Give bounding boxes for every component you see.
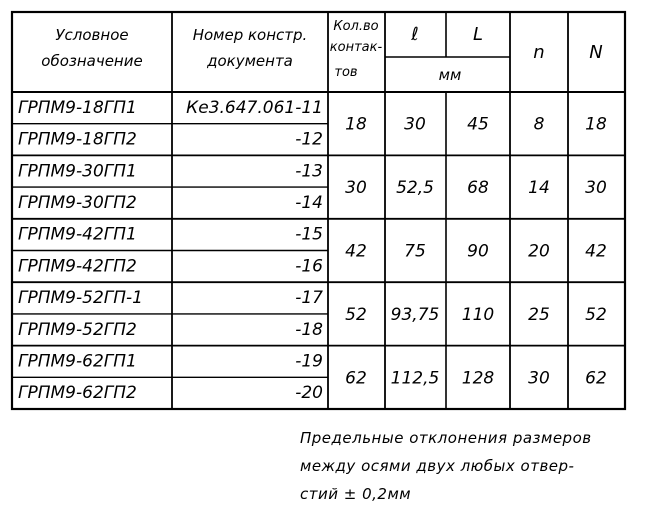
doc-number-cell: -17: [295, 288, 323, 309]
group-l-cell: 112,5: [390, 368, 440, 389]
group-L-cell: 110: [461, 304, 495, 325]
header-n: n: [533, 42, 545, 63]
group-L-cell: 68: [467, 178, 489, 199]
note-line-3: стий ± 0,2мм: [300, 485, 412, 503]
header-l-big: L: [472, 24, 484, 45]
doc-number-cell: -13: [295, 161, 323, 182]
doc-number-cell: -12: [295, 129, 323, 150]
doc-number-cell: -18: [295, 319, 323, 340]
group-l-cell: 75: [404, 241, 426, 262]
group-N-cell: 42: [585, 241, 607, 262]
group-N-cell: 62: [585, 368, 607, 389]
group-contacts-cell: 30: [345, 178, 367, 199]
tolerance-note: [300, 424, 640, 508]
group-n-cell: 25: [528, 304, 550, 325]
designation-cell: ГРПМ9-18ГП1: [18, 97, 137, 118]
header-doc-2: документа: [207, 52, 293, 70]
designation-cell: ГРПМ9-52ГП-1: [18, 288, 143, 309]
doc-number-cell: -15: [295, 224, 323, 245]
doc-number-cell: -14: [295, 193, 323, 214]
group-L-cell: 90: [467, 241, 489, 262]
group-l-cell: 30: [404, 114, 426, 135]
group-l-cell: 93,75: [390, 304, 440, 325]
doc-number-cell: Ке3.647.061-11: [186, 97, 323, 118]
group-contacts-cell: 18: [345, 114, 367, 135]
group-contacts-cell: 42: [345, 241, 367, 262]
group-n-cell: 14: [528, 178, 550, 199]
designation-cell: ГРПМ9-42ГП2: [18, 256, 137, 277]
note-line-2: между осями двух любых отвер-: [300, 457, 575, 475]
designation-cell: ГРПМ9-18ГП2: [18, 129, 137, 150]
group-contacts-cell: 62: [345, 368, 367, 389]
designation-cell: ГРПМ9-52ГП2: [18, 319, 137, 340]
doc-number-cell: -16: [295, 256, 323, 277]
group-N-cell: 52: [585, 304, 607, 325]
group-n-cell: 30: [528, 368, 550, 389]
header-l-small: ℓ: [411, 24, 419, 45]
header-contacts-1: Кол.во: [333, 19, 379, 34]
header-doc-1: Номер констр.: [192, 26, 308, 44]
group-contacts-cell: 52: [345, 304, 367, 325]
group-N-cell: 18: [585, 114, 607, 135]
doc-number-cell: -19: [295, 351, 323, 372]
group-n-cell: 8: [533, 114, 545, 135]
group-L-cell: 45: [467, 114, 489, 135]
header-N: N: [589, 42, 603, 63]
group-N-cell: 30: [585, 178, 607, 199]
designation-cell: ГРПМ9-42ГП1: [18, 224, 137, 245]
rows-layer: [12, 98, 625, 403]
group-l-cell: 52,5: [396, 178, 434, 199]
designation-cell: ГРПМ9-62ГП2: [18, 383, 137, 404]
doc-number-cell: -20: [295, 383, 323, 404]
header-unit: мм: [438, 66, 462, 84]
note-line-1: Предельные отклонения размеров: [300, 429, 592, 447]
header-contacts-2: контак-: [329, 40, 383, 55]
designation-cell: ГРПМ9-30ГП1: [18, 161, 137, 182]
designation-cell: ГРПМ9-30ГП2: [18, 193, 137, 214]
header-designation-1: Условное: [55, 26, 129, 44]
header-contacts-3: тов: [334, 65, 358, 80]
header-designation-2: обозначение: [41, 52, 143, 70]
group-n-cell: 20: [528, 241, 550, 262]
group-L-cell: 128: [461, 368, 495, 389]
designation-cell: ГРПМ9-62ГП1: [18, 351, 137, 372]
